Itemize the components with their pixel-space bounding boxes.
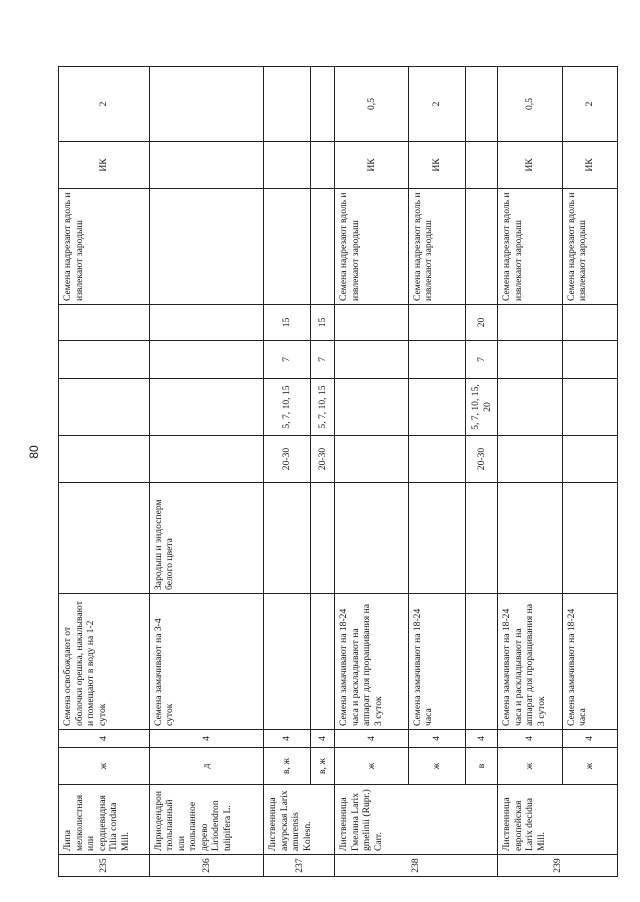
cell-note: Семена надрезают вдоль и извлекают зародыш — [59, 189, 150, 305]
cell-energy-days: 7 — [310, 341, 334, 379]
cell-value — [310, 67, 334, 142]
cell-method — [264, 142, 310, 189]
table-row — [466, 67, 498, 877]
cell-count-days — [335, 379, 408, 436]
cell-condition-code: в — [466, 748, 498, 785]
cell-remarks — [408, 483, 465, 594]
cell-condition-code: д — [149, 748, 264, 785]
cell-note: Семена надрезают вдоль и извлекают зародыш — [335, 189, 408, 305]
cell-condition-code: ж — [498, 748, 563, 785]
cell-condition-code: в, ж — [264, 748, 310, 785]
cell-count-days — [498, 379, 563, 436]
cell-total-days — [562, 305, 617, 341]
cell-species-name: Лиственница Гмелина Larix gmelinii (Rupr.) Carr. — [335, 785, 498, 855]
cell-total-days — [335, 305, 408, 341]
cell-remarks — [59, 483, 150, 594]
cell-temperature — [562, 436, 617, 483]
table-row — [408, 67, 465, 877]
cell-energy-days — [149, 341, 264, 379]
cell-replicates: 4 — [59, 730, 150, 748]
cell-method: ИК — [335, 142, 408, 189]
cell-replicates: 4 — [562, 730, 617, 748]
cell-preparation: Семена замачивают на 3-4 суток — [149, 594, 264, 730]
table-row — [149, 67, 264, 877]
table-row — [310, 67, 334, 877]
cell-energy-days — [59, 341, 150, 379]
cell-count-days — [149, 379, 264, 436]
cell-remarks — [466, 483, 498, 594]
cell-replicates: 4 — [498, 730, 563, 748]
table-body — [59, 67, 618, 877]
cell-remarks — [562, 483, 617, 594]
cell-note — [264, 189, 310, 305]
cell-count-days: 5, 7, 10, 15 — [264, 379, 310, 436]
cell-condition-code: ж — [562, 748, 617, 785]
cell-value — [466, 67, 498, 142]
cell-species-name: Лиственница амурская Larix amurensis Kolesn. — [264, 785, 335, 855]
cell-preparation: Семена замачивают на 18-24 часа и раскладывают на аппарат для проращивания на 3 суток — [335, 594, 408, 730]
cell-preparation — [310, 594, 334, 730]
cell-condition-code: ж — [408, 748, 465, 785]
cell-note: Семена надрезают вдоль и извлекают зародыш — [498, 189, 563, 305]
page-number: 80 — [27, 445, 41, 459]
cell-preparation: Семена замачивают на 18-24 часа и раскладывают на аппарат для проращивания на 3 суток — [498, 594, 563, 730]
cell-energy-days: 7 — [264, 341, 310, 379]
table-row — [562, 67, 617, 877]
cell-remarks: Зародыш и эндосперм белого цвета — [149, 483, 264, 594]
cell-temperature: 20-30 — [466, 436, 498, 483]
cell-row-number: 237 — [264, 855, 335, 877]
cell-temperature — [59, 436, 150, 483]
cell-total-days — [498, 305, 563, 341]
table-row — [335, 67, 408, 877]
cell-remarks — [498, 483, 563, 594]
cell-note — [310, 189, 334, 305]
cell-value — [264, 67, 310, 142]
cell-condition-code: ж — [59, 748, 150, 785]
cell-total-days: 15 — [264, 305, 310, 341]
cell-temperature — [149, 436, 264, 483]
cell-temperature — [408, 436, 465, 483]
cell-replicates: 4 — [310, 730, 334, 748]
cell-remarks — [335, 483, 408, 594]
cell-replicates: 4 — [335, 730, 408, 748]
cell-method: ИК — [408, 142, 465, 189]
cell-total-days — [149, 305, 264, 341]
cell-count-days — [562, 379, 617, 436]
seed-test-table — [58, 66, 618, 877]
cell-row-number: 238 — [335, 855, 498, 877]
cell-temperature — [498, 436, 563, 483]
cell-preparation: Семена замачивают на 18-24 часа — [408, 594, 465, 730]
cell-energy-days — [498, 341, 563, 379]
cell-method: ИК — [59, 142, 150, 189]
cell-remarks — [264, 483, 310, 594]
cell-energy-days: 7 — [466, 341, 498, 379]
cell-preparation — [264, 594, 310, 730]
table-row — [498, 67, 563, 877]
cell-replicates: 4 — [466, 730, 498, 748]
cell-method: ИК — [498, 142, 563, 189]
cell-replicates: 4 — [149, 730, 264, 748]
cell-row-number: 239 — [498, 855, 618, 877]
cell-total-days — [59, 305, 150, 341]
cell-row-number: 235 — [59, 855, 150, 877]
cell-temperature — [335, 436, 408, 483]
cell-energy-days — [408, 341, 465, 379]
cell-value: 2 — [562, 67, 617, 142]
cell-replicates: 4 — [408, 730, 465, 748]
cell-value — [149, 67, 264, 142]
cell-preparation: Семена освобождают от оболочки орешка, накалывают и помещают в воду на 1-2 суток — [59, 594, 150, 730]
cell-value: 0,5 — [335, 67, 408, 142]
cell-method — [310, 142, 334, 189]
cell-temperature: 20-30 — [310, 436, 334, 483]
cell-value: 2 — [59, 67, 150, 142]
cell-preparation — [466, 594, 498, 730]
cell-species-name: Лиственница европейская Larix decidua Mill. — [498, 785, 618, 855]
cell-row-number: 236 — [149, 855, 264, 877]
cell-energy-days — [562, 341, 617, 379]
cell-total-days: 15 — [310, 305, 334, 341]
cell-total-days: 20 — [466, 305, 498, 341]
cell-species-name: Липа мелколистная или сердцевидная Tilia cordata Mill. — [59, 785, 150, 855]
cell-note — [149, 189, 264, 305]
table-row — [264, 67, 310, 877]
cell-species-name: Лириодендрон тюльпанный или тюльпанное дерево Liriodendron tulipifera L. — [149, 785, 264, 855]
cell-method — [149, 142, 264, 189]
cell-condition-code: ж — [335, 748, 408, 785]
cell-preparation: Семена замачивают на 18-24 часа — [562, 594, 617, 730]
cell-note — [466, 189, 498, 305]
cell-condition-code: в, ж — [310, 748, 334, 785]
cell-value: 2 — [408, 67, 465, 142]
cell-temperature: 20-30 — [264, 436, 310, 483]
cell-count-days: 5, 7, 10, 15, 20 — [466, 379, 498, 436]
cell-count-days — [59, 379, 150, 436]
cell-count-days — [408, 379, 465, 436]
cell-method — [466, 142, 498, 189]
cell-note: Семена надрезают вдоль и извлекают зародыш — [562, 189, 617, 305]
cell-energy-days — [335, 341, 408, 379]
cell-replicates: 4 — [264, 730, 310, 748]
cell-count-days: 5, 7, 10, 15 — [310, 379, 334, 436]
cell-remarks — [310, 483, 334, 594]
cell-total-days — [408, 305, 465, 341]
cell-value: 0,5 — [498, 67, 563, 142]
cell-note: Семена надрезают вдоль и извлекают зародыш — [408, 189, 465, 305]
rotated-table-container — [58, 67, 618, 877]
table-row — [59, 67, 150, 877]
cell-method: ИК — [562, 142, 617, 189]
